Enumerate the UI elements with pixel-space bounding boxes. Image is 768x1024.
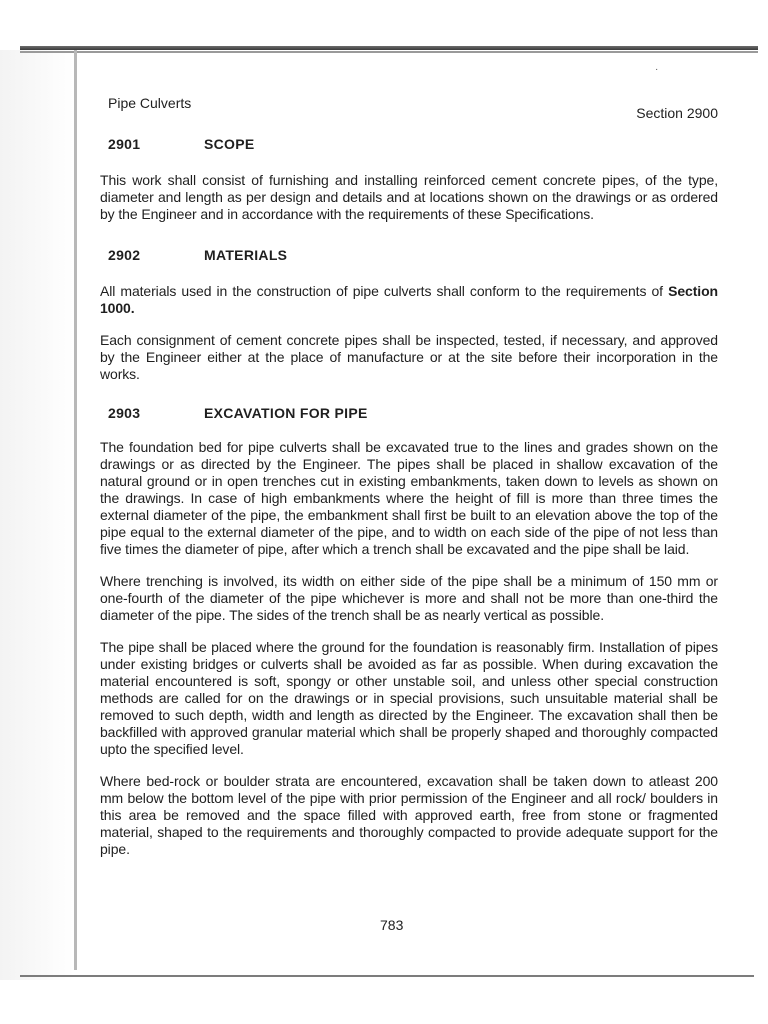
section-heading-2903 — [108, 405, 718, 421]
section-reference: Section 1000. — [100, 283, 718, 316]
paragraph: Where trenching is involved, its width on either side of the pipe shall be a minimum of 150 mm or one-fourth of the diameter of the pipe whichever is more and shall not be more than one-third the diameter of the pipe. The sides of the trench shall be as nearly vertical as possible. — [100, 573, 718, 623]
paragraph: This work shall consist of furnishing and installing reinforced cement concrete pipes, of the type, diameter and length as per design and details and at locations shown on the drawings or as ordered by the Engineer and in accordance with the requirements of these Specifications. — [100, 172, 718, 222]
scan-edge-bottom — [20, 975, 754, 977]
page-title: Pipe Culverts — [108, 95, 192, 111]
paragraph: The pipe shall be placed where the ground for the foundation is reasonably firm. Installation of pipes under existing bridges or culverts shall be avoided as far as possible. When during excavation the material encountered is soft, spongy or other unstable soil, and unless other special construction methods are called for on the drawings or in special provisions, such unsuitable material shall be removed to such depth, width and length as directed by the Engineer. The excavation shall then be backfilled with approved granular material which shall be properly shaped and thoroughly compacted upto the specified level. — [100, 639, 718, 757]
paragraph-text: All materials used in the construction of pipe culverts shall conform to the requirements of — [100, 283, 663, 299]
paragraph: Each consignment of cement concrete pipes shall be inspected, tested, if necessary, and approved by the Engineer either at the place of manufacture or at the site before their incorporation in the works. — [100, 332, 718, 382]
paragraph — [100, 283, 718, 317]
scan-shadow-left — [0, 50, 74, 980]
page-number: 783 — [380, 917, 404, 933]
scan-edge-top — [20, 46, 758, 50]
section-heading-2901 — [108, 136, 718, 152]
scan-edge-left — [74, 50, 77, 970]
section-number: 2903 — [108, 405, 141, 421]
paragraph: Where bed-rock or boulder strata are encountered, excavation shall be taken down to atleast 200 mm below the bottom level of the pipe with prior permission of the Engineer and all rock/ boulders in this area be removed and the space filled with approved earth, free from stone or fragmented material, shaped to the requirements and thoroughly compacted to provide adequate support for the pipe. — [100, 773, 718, 857]
section-title: MATERIALS — [204, 247, 288, 263]
document-page — [100, 92, 718, 858]
scan-edge-top-thin — [20, 51, 758, 53]
section-number: 2902 — [108, 247, 141, 263]
section-title: EXCAVATION FOR PIPE — [204, 405, 368, 421]
section-title: SCOPE — [204, 136, 255, 152]
section-label: Section 2900 — [636, 105, 718, 121]
scan-speck: · — [655, 64, 659, 75]
section-number: 2901 — [108, 136, 141, 152]
page-header — [100, 92, 718, 121]
paragraph: The foundation bed for pipe culverts shall be excavated true to the lines and grades shown on the drawings or as directed by the Engineer. The pipes shall be placed in shallow excavation of the natural ground or in open trenches cut in existing embankments, taken down to levels as shown on the drawings. In case of high embankments where the height of fill is more than three times the external diameter of the pipe, the embankment shall first be built to an elevation above the top of the pipe equal to the external diameter of the pipe, and to width on each side of the pipe of not less than five times the diameter of pipe, after which a trench shall be excavated and the pipe shall be laid. — [100, 439, 718, 557]
section-heading-2902 — [108, 247, 718, 263]
